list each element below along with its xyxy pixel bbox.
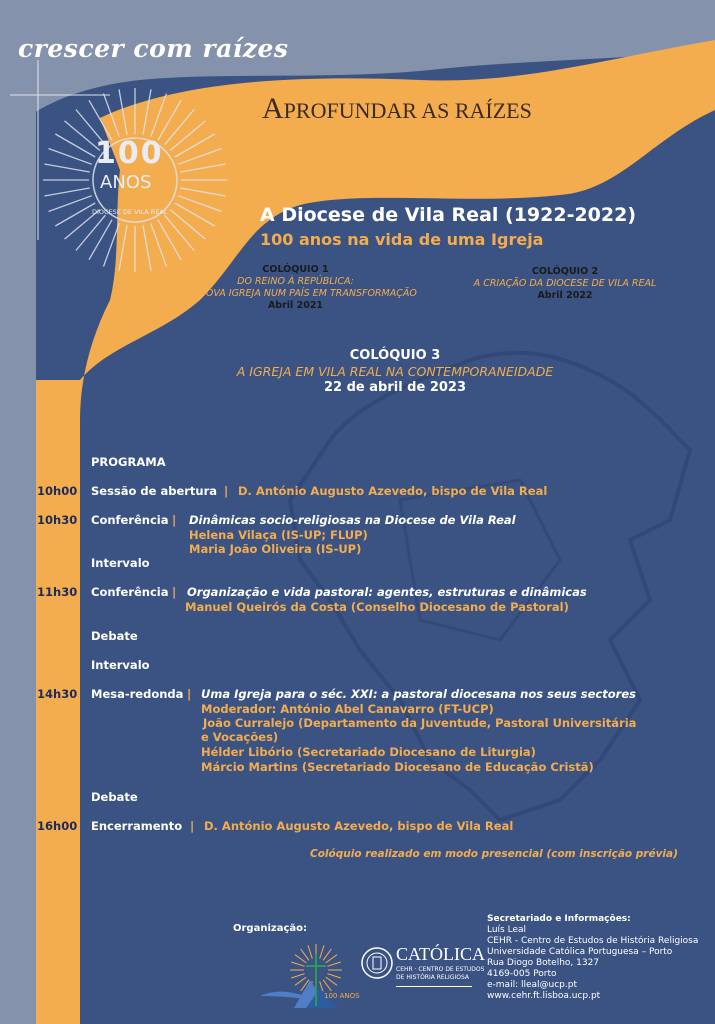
coloquio2-block (455, 266, 675, 302)
contact-postcode: 4169-005 Porto (487, 969, 557, 979)
sun-ray (320, 945, 324, 958)
debate-2: Debate (91, 790, 138, 804)
debate-1: Debate (91, 629, 138, 643)
contact-street: Rua Diogo Botelho, 1327 (487, 958, 600, 968)
coloquio1-date: Abril 2021 (267, 300, 324, 311)
session-1-speaker: D. António Augusto Azevedo, bispo de Vila Real (238, 484, 548, 498)
session-4-moderator: Moderador: António Abel Canavarro (FT-UCP) (201, 702, 494, 716)
coloquio3-theme: A IGREJA EM VILA REAL NA CONTEMPORANEIDADE (236, 364, 554, 379)
session-4-panelist-3: Márcio Martins (Secretariado Diocesano de Educação Cristã) (201, 760, 594, 774)
diocese-logo-art (258, 940, 354, 1018)
contact-email[interactable]: e-mail: lleal@ucp.pt (487, 980, 577, 990)
session-3-kind: Conferência (91, 585, 169, 599)
banner-title (262, 92, 532, 126)
session-5-speaker: D. António Augusto Azevedo, bispo de Vila Real (204, 819, 514, 833)
contact-title: Secretariado e Informações: (487, 914, 631, 924)
sun-ray (327, 962, 340, 966)
session-5-separator: | (190, 819, 195, 833)
session-1-separator: | (224, 484, 229, 498)
catolica-seal-icon (360, 946, 394, 980)
session-2-title: Dinâmicas socio-religiosas na Diocese de Vila Real (189, 513, 516, 527)
logo-diocese: DIOCESE DE VILA REAL (92, 208, 168, 216)
programa-heading: PROGRAMA (91, 455, 166, 469)
session-3-speaker: Manuel Queirós da Costa (Conselho Diocesano de Pastoral) (185, 600, 569, 614)
coloquio1-block (158, 264, 433, 312)
session-3-title: Organização e vida pastoral: agentes, estruturas e dinâmicas (187, 585, 587, 599)
banner-title-rest: PROFUNDAR AS RAÍZES (283, 98, 532, 123)
coloquio1-line2: UMA NOVA IGREJA NUM PAÍS EM TRANSFORMAÇÃO (174, 288, 417, 299)
coloquio3-label: COLÓQUIO 3 (349, 348, 441, 363)
sun-ray (326, 977, 337, 985)
session-1-kind: Sessão de abertura (91, 484, 218, 498)
session-3-time: 11h30 (37, 585, 78, 599)
sun-ray (327, 974, 340, 978)
sun-ray (308, 945, 312, 958)
main-title: A Diocese de Vila Real (1922-2022) (260, 204, 637, 226)
session-4-time: 14h30 (37, 687, 78, 701)
sun-ray (295, 955, 306, 963)
session-2-kind: Conferência (91, 513, 169, 527)
banner-title-first: A (262, 92, 284, 125)
session-4-panelist-1a: João Curralejo (Departamento da Juventude, Pastoral Universitária (203, 716, 637, 730)
sun-ray (323, 980, 331, 991)
session-2-time: 10h30 (37, 513, 78, 527)
contact-university: Universidade Católica Portuguesa – Porto (487, 947, 673, 957)
sun-ray (326, 955, 337, 963)
logo-number: 100 (95, 136, 164, 171)
catolica-underline (396, 986, 472, 987)
session-2-speaker2: Maria João Oliveira (IS-UP) (189, 542, 362, 556)
logo-anos: ANOS (100, 172, 152, 193)
coloquio2-label: COLÓQUIO 2 (531, 266, 599, 277)
sun-ray (301, 949, 309, 960)
organizacao-label: Organização: (233, 923, 307, 934)
sun-ray (295, 977, 306, 985)
intervalo-2: Intervalo (91, 658, 150, 672)
catolica-sub1: CEHR · CENTRO DE ESTUDOS (396, 966, 485, 973)
tagline: crescer com raízes (18, 34, 289, 63)
contact-block (487, 914, 698, 1002)
sun-ray (323, 949, 331, 960)
format-note: Colóquio realizado em modo presencial (com inscrição prévia) (310, 848, 678, 860)
session-5-time: 16h00 (37, 819, 78, 833)
contact-website[interactable]: www.cehr.ft.lisboa.ucp.pt (487, 991, 601, 1001)
catolica-name: CATÓLICA (396, 944, 485, 964)
session-4-separator: | (187, 687, 192, 701)
left-gray-strip (0, 0, 36, 1024)
diocese-logo (258, 940, 360, 1018)
session-4-panelist-1b: e Vocações) (201, 730, 279, 744)
session-2-separator: | (172, 513, 177, 527)
coloquio1-line1: DO REINO À REPÚBLICA: (237, 276, 354, 287)
catolica-sub2: DE HISTÓRIA RELIGIOSA (396, 974, 469, 981)
catolica-logo (360, 944, 485, 1000)
session-4-panelist-2: Hélder Libório (Secretariado Diocesano de Liturgia) (201, 745, 536, 759)
main-subtitle: 100 anos na vida de uma Igreja (260, 230, 544, 249)
coloquio3-block (190, 348, 600, 396)
intervalo-1: Intervalo (91, 556, 150, 570)
diocese-logo-text: 100 ANOS (324, 992, 360, 1000)
session-1-time: 10h00 (37, 484, 78, 498)
sun-ray (291, 974, 304, 978)
sun-ray (291, 962, 304, 966)
coloquio2-line1: A CRIAÇÃO DA DIOCESE DE VILA REAL (473, 278, 657, 289)
orange-time-strip (36, 380, 80, 1024)
session-3-separator: | (172, 585, 177, 599)
contact-name: Luís Leal (487, 925, 527, 935)
session-2-speaker1: Helena Vilaça (IS-UP; FLUP) (189, 528, 368, 542)
session-4-kind: Mesa-redonda (91, 687, 184, 701)
coloquio2-date: Abril 2022 (537, 290, 593, 301)
session-4-title: Uma Igreja para o séc. XXI: a pastoral diocesana nos seus sectores (201, 687, 636, 701)
coloquio3-date: 22 de abril de 2023 (323, 380, 467, 395)
contact-institute: CEHR - Centro de Estudos de História Religiosa (487, 936, 699, 946)
session-5-kind: Encerramento (91, 819, 183, 833)
coloquio1-label: COLÓQUIO 1 (262, 264, 329, 275)
